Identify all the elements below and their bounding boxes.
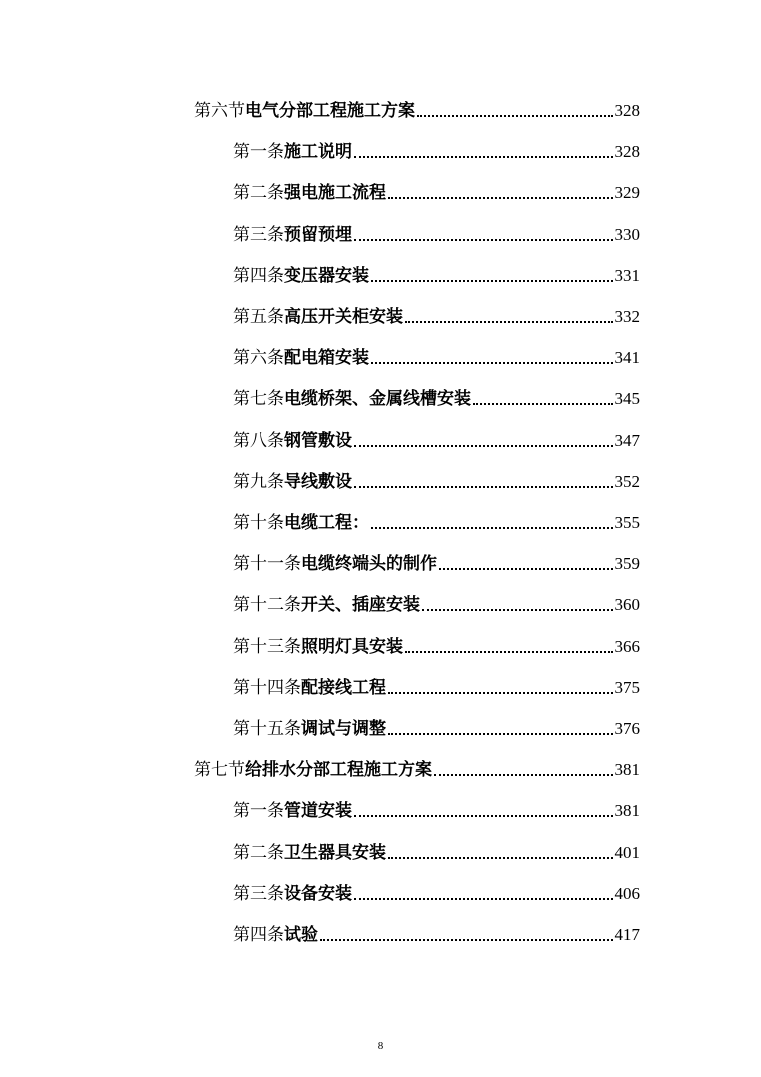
toc-entry-title: 施工说明 [284, 142, 352, 163]
toc-entry-title: 电缆工程： [284, 513, 369, 533]
toc-entry-number: 第三条 [233, 224, 284, 245]
toc-entry-page: 366 [614, 636, 640, 656]
toc-entry-page: 359 [614, 554, 640, 574]
toc-entry-title: 电气分部工程施工方案 [245, 101, 415, 121]
toc-entry-number: 第三条 [233, 883, 284, 904]
toc-item-row[interactable] [233, 135, 640, 163]
toc-entry-title: 电缆终端头的制作 [301, 554, 437, 575]
toc-item-row[interactable] [233, 259, 640, 287]
toc-item-row[interactable] [233, 424, 640, 452]
toc-entry-page: 345 [614, 389, 640, 409]
toc-entry-page: 328 [614, 101, 640, 120]
toc-entry-title: 卫生器具安装 [284, 842, 386, 863]
toc-entry-title: 变压器安装 [284, 265, 369, 286]
toc-entry-page: 417 [614, 925, 640, 944]
toc-entry-number: 第八条 [233, 430, 284, 451]
dot-leader [388, 857, 613, 859]
toc-entry-title: 设备安装 [284, 883, 352, 904]
dot-leader [422, 609, 613, 611]
dot-leader [405, 651, 613, 653]
toc-item-row[interactable] [233, 506, 640, 534]
dot-leader [434, 774, 613, 776]
toc-entry-number: 第四条 [233, 265, 284, 286]
dot-leader [473, 403, 613, 405]
dot-leader [354, 445, 613, 447]
toc-entry-number: 第一条 [233, 142, 284, 163]
dot-leader [320, 939, 613, 941]
toc-entry-title: 试验 [284, 925, 318, 945]
toc-entry-title: 配电箱安装 [284, 348, 369, 369]
toc-entry-page: 341 [614, 348, 640, 368]
toc-entry-page: 347 [614, 430, 640, 450]
dot-leader [388, 733, 613, 735]
toc-section-row[interactable] [194, 753, 640, 781]
toc-entry-title: 强电施工流程 [284, 183, 386, 204]
dot-leader [388, 692, 613, 694]
toc-entry-number: 第十一条 [233, 554, 301, 575]
toc-entry-page: 376 [614, 719, 640, 738]
toc-item-row[interactable] [233, 218, 640, 246]
toc-entry-number: 第十五条 [233, 719, 301, 739]
toc-item-row[interactable] [233, 794, 640, 822]
toc-item-row[interactable] [233, 630, 640, 658]
toc-entry-number: 第六条 [233, 348, 284, 369]
toc-entry-title: 管道安装 [284, 801, 352, 822]
dot-leader [371, 280, 613, 282]
toc-entry-number: 第二条 [233, 183, 284, 204]
dot-leader [388, 197, 613, 199]
toc-item-row[interactable] [233, 877, 640, 905]
page-number: 8 [377, 1040, 384, 1052]
toc-entry-number: 第十四条 [233, 677, 301, 698]
toc-item-row[interactable] [233, 547, 640, 575]
dot-leader [354, 156, 613, 158]
dot-leader [371, 527, 613, 529]
toc-item-row[interactable] [233, 465, 640, 493]
toc-entry-number: 第十二条 [233, 595, 301, 616]
dot-leader [417, 115, 613, 117]
toc-entry-page: 328 [614, 142, 640, 162]
toc-entry-page: 406 [614, 883, 640, 903]
toc-entry-number: 第七条 [233, 389, 284, 410]
toc-entry-page: 330 [614, 224, 640, 244]
toc-entry-number: 第五条 [233, 307, 284, 327]
toc-entry-title: 高压开关柜安装 [284, 307, 403, 327]
toc-entry-number: 第二条 [233, 842, 284, 863]
toc-item-row[interactable] [233, 176, 640, 204]
toc-item-row[interactable] [233, 712, 640, 740]
toc-entry-page: 381 [614, 801, 640, 821]
toc-entry-number: 第十三条 [233, 636, 301, 657]
toc-entry-title: 照明灯具安装 [301, 636, 403, 657]
toc-entry-number: 第四条 [233, 925, 284, 945]
dot-leader [405, 321, 613, 323]
toc-entry-number: 第十条 [233, 513, 284, 533]
toc-item-row[interactable] [233, 918, 640, 946]
toc-entry-title: 给排水分部工程施工方案 [245, 760, 432, 781]
toc-entry-page: 401 [614, 842, 640, 862]
toc-item-row[interactable] [233, 300, 640, 328]
toc-entry-title: 电缆桥架、金属线槽安装 [284, 389, 471, 410]
toc-entry-page: 329 [614, 183, 640, 203]
dot-leader [354, 239, 613, 241]
dot-leader [354, 898, 613, 900]
toc-entry-page: 375 [614, 677, 640, 697]
toc-entry-number: 第九条 [233, 471, 284, 492]
toc-entry-title: 调试与调整 [301, 719, 386, 739]
toc-entry-title: 钢管敷设 [284, 430, 352, 451]
toc-entry-page: 355 [614, 513, 640, 532]
toc-item-row[interactable] [233, 836, 640, 864]
toc-entry-page: 332 [614, 307, 640, 326]
dot-leader [354, 815, 613, 817]
toc-section-row[interactable] [194, 94, 640, 122]
toc-entry-title: 配接线工程 [301, 677, 386, 698]
toc-entry-title: 预留预埋 [284, 224, 352, 245]
toc-item-row[interactable] [233, 671, 640, 699]
toc-item-row[interactable] [233, 588, 640, 616]
toc-entry-page: 331 [614, 265, 640, 285]
toc-entry-page: 352 [614, 471, 640, 491]
toc-entry-title: 开关、插座安装 [301, 595, 420, 616]
dot-leader [371, 362, 613, 364]
toc-entry-title: 导线敷设 [284, 471, 352, 492]
toc-entry-page: 360 [614, 595, 640, 615]
toc-item-row[interactable] [233, 382, 640, 410]
toc-entry-number: 第七节 [194, 760, 245, 781]
toc-entry-number: 第一条 [233, 801, 284, 822]
toc-entry-page: 381 [614, 760, 640, 780]
dot-leader [354, 486, 613, 488]
dot-leader [439, 568, 613, 570]
toc-item-row[interactable] [233, 341, 640, 369]
toc-entry-number: 第六节 [194, 101, 245, 121]
